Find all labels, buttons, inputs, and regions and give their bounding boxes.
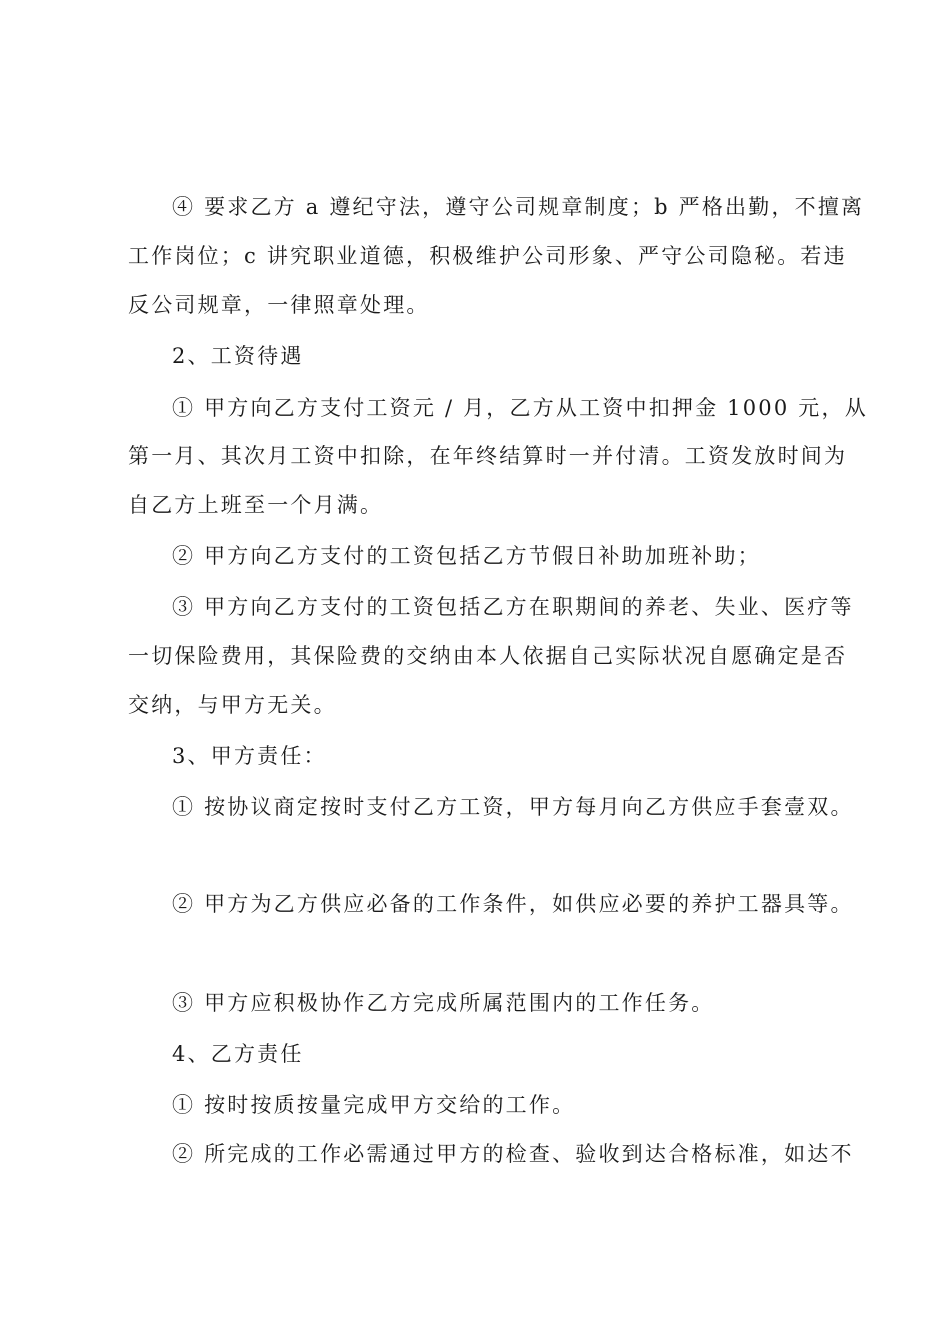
paragraph-line: ② 所完成的工作必需通过甲方的检查、验收到达合格标准，如达不	[172, 1142, 854, 1166]
paragraph-line: ④ 要求乙方 a 遵纪守法，遵守公司规章制度；b 严格出勤，不擅离	[172, 195, 865, 219]
paragraph-line: ② 甲方为乙方供应必备的工作条件，如供应必要的养护工器具等。	[172, 892, 854, 916]
section-heading: 4、乙方责任	[172, 1042, 304, 1066]
section-heading: 3、甲方责任：	[172, 744, 327, 768]
paragraph-line: 自乙方上班至一个月满。	[128, 493, 384, 517]
section-heading: 2、工资待遇	[172, 344, 304, 368]
paragraph-line: ③ 甲方应积极协作乙方完成所属范围内的工作任务。	[172, 991, 715, 1015]
paragraph-line: 反公司规章，一律照章处理。	[128, 293, 430, 317]
paragraph-line: 一切保险费用，其保险费的交纳由本人依据自己实际状况自愿确定是否	[128, 644, 848, 668]
paragraph-line: 工作岗位；c 讲究职业道德，积极维护公司形象、严守公司隐秘。若违	[128, 244, 847, 268]
paragraph-line: ① 按协议商定按时支付乙方工资，甲方每月向乙方供应手套壹双。	[172, 795, 854, 819]
paragraph-line: 交纳，与甲方无关。	[128, 693, 337, 717]
paragraph-line: ① 甲方向乙方支付工资元 / 月，乙方从工资中扣押金 1000 元，从	[172, 396, 868, 420]
paragraph-line: ② 甲方向乙方支付的工资包括乙方节假日补助加班补助；	[172, 544, 761, 568]
paragraph-line: ③ 甲方向乙方支付的工资包括乙方在职期间的养老、失业、医疗等	[172, 595, 854, 619]
paragraph-line: 第一月、其次月工资中扣除，在年终结算时一并付清。工资发放时间为	[128, 444, 848, 468]
paragraph-line: ① 按时按质按量完成甲方交给的工作。	[172, 1093, 576, 1117]
